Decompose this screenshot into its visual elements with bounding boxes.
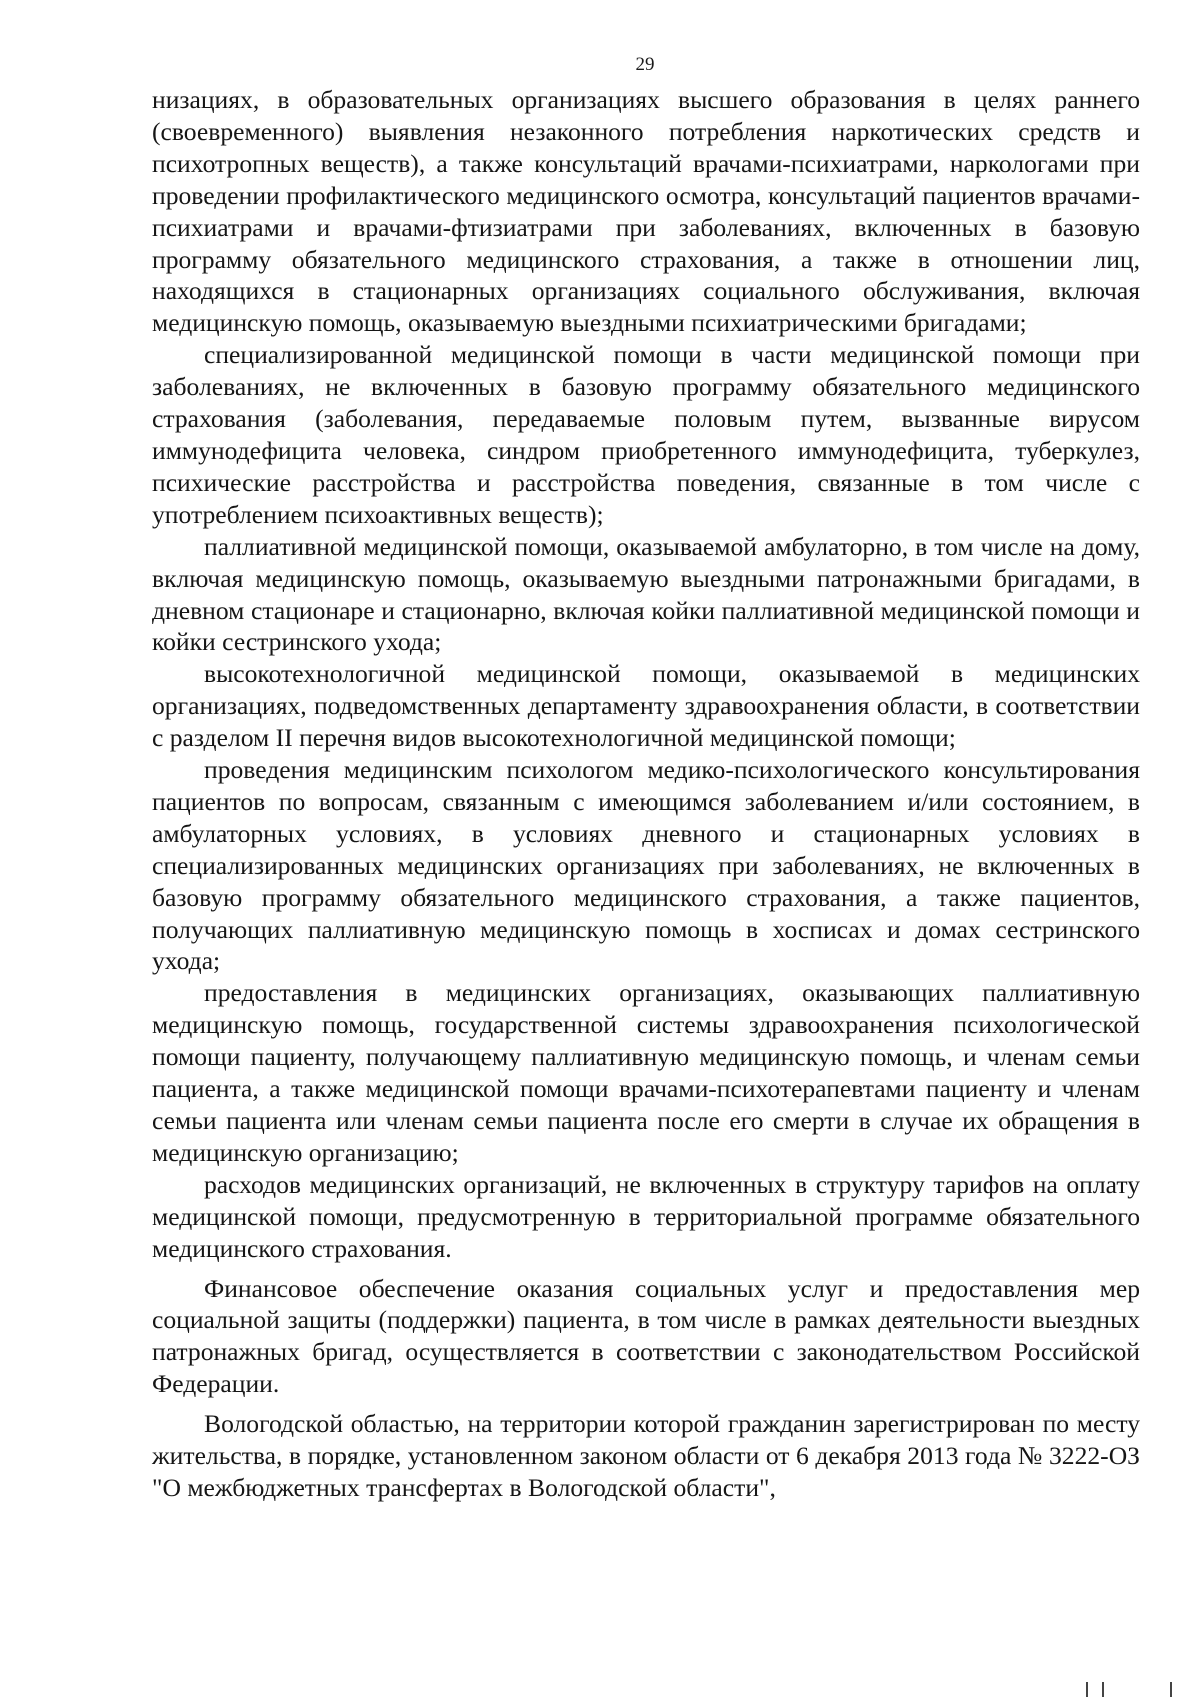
paragraph-expenses: расходов медицинских организаций, не включенных в структуру тарифов на оплату медицинской помощи, предусмотренную в территориальной программе обязательного медицинского страхования. (152, 1169, 1140, 1263)
paragraph-psychologist-consulting: проведения медицинским психологом медико-психологического консультирования пациентов по вопросам, связанным с имеющимся заболеванием и/или состоянием, в амбулаторных условиях, в условиях дневного и стационарных условиях в специализированных медицинских организациях при заболеваниях, не включенных в базовую программу обязательного медицинского страхования, а также пациентов, получающих паллиативную медицинскую помощь в хосписах и домах сестринского ухода; (152, 755, 1140, 976)
document-body (152, 84, 1140, 1504)
paragraph-specialized-care: специализированной медицинской помощи в части медицинской помощи при заболеваниях, не включенных в базовую программу обязательного медицинского страхования (заболевания, передаваемые половым путем, вызванные вирусом иммунодефицита человека, синдром приобретенного иммунодефицита, туберкулез, психические расстройства и расстройства поведения, связанные в том числе с употреблением психоактивных веществ); (152, 340, 1140, 529)
page-number: 29 (635, 54, 655, 75)
paragraph-psychological-help: предоставления в медицинских организациях, оказывающих паллиативную медицинскую помощь, государственной системы здравоохранения психологической помощи пациенту, получающему паллиативную медицинскую помощь, и членам семьи пациента, а также медицинской помощи врачами-психотерапевтами пациенту и членам семьи пациента или членам семьи пациента после его смерти в случае их обращения в медицинскую организацию; (152, 978, 1140, 1167)
paragraph-high-tech-care: высокотехнологичной медицинской помощи, оказываемой в медицинских организациях, подведомственных департаменту здравоохранения области, в соответствии с разделом II перечня видов высокотехнологичной медицинской помощи; (152, 659, 1140, 753)
paragraph-palliative-care: паллиативной медицинской помощи, оказываемой амбулаторно, в том числе на дому, включая медицинскую помощь, оказываемую выездными патронажными бригадами, в дневном стационаре и стационарно, включая койки паллиативной медицинской помощи и койки сестринского ухода; (152, 531, 1140, 657)
paragraph-vologda-region: Вологодской областью, на территории которой гражданин зарегистрирован по месту жительства, в порядке, установленном законом области от 6 декабря 2013 года № 3222-ОЗ "О межбюджетных трансфертах в Вологодской области", (152, 1409, 1140, 1502)
scan-artifact-mark (1086, 1682, 1104, 1697)
paragraph-social-services: Финансовое обеспечение оказания социальных услуг и предоставления мер социальной защиты (поддержки) пациента, в том числе в рамках деятельности выездных патронажных бригад, осуществляется в соответствии с законодательством Российской Федерации. (152, 1273, 1140, 1399)
paragraph-continuation: низациях, в образовательных организациях высшего образования в целях раннего (своевременного) выявления незаконного потребления наркотических средств и психотропных веществ), а также консультаций врачами-психиатрами, наркологами при проведении профилактического медицинского осмотра, консультаций пациентов врачами-психиатрами и врачами-фтизиатрами при заболеваниях, включенных в базовую программу обязательного медицинского страхования, а также в отношении лиц, находящихся в стационарных организациях социального обслуживания, включая медицинскую помощь, оказываемую выездными психиатрическими бригадами; (152, 85, 1140, 338)
scan-artifact-mark (1170, 1682, 1172, 1697)
